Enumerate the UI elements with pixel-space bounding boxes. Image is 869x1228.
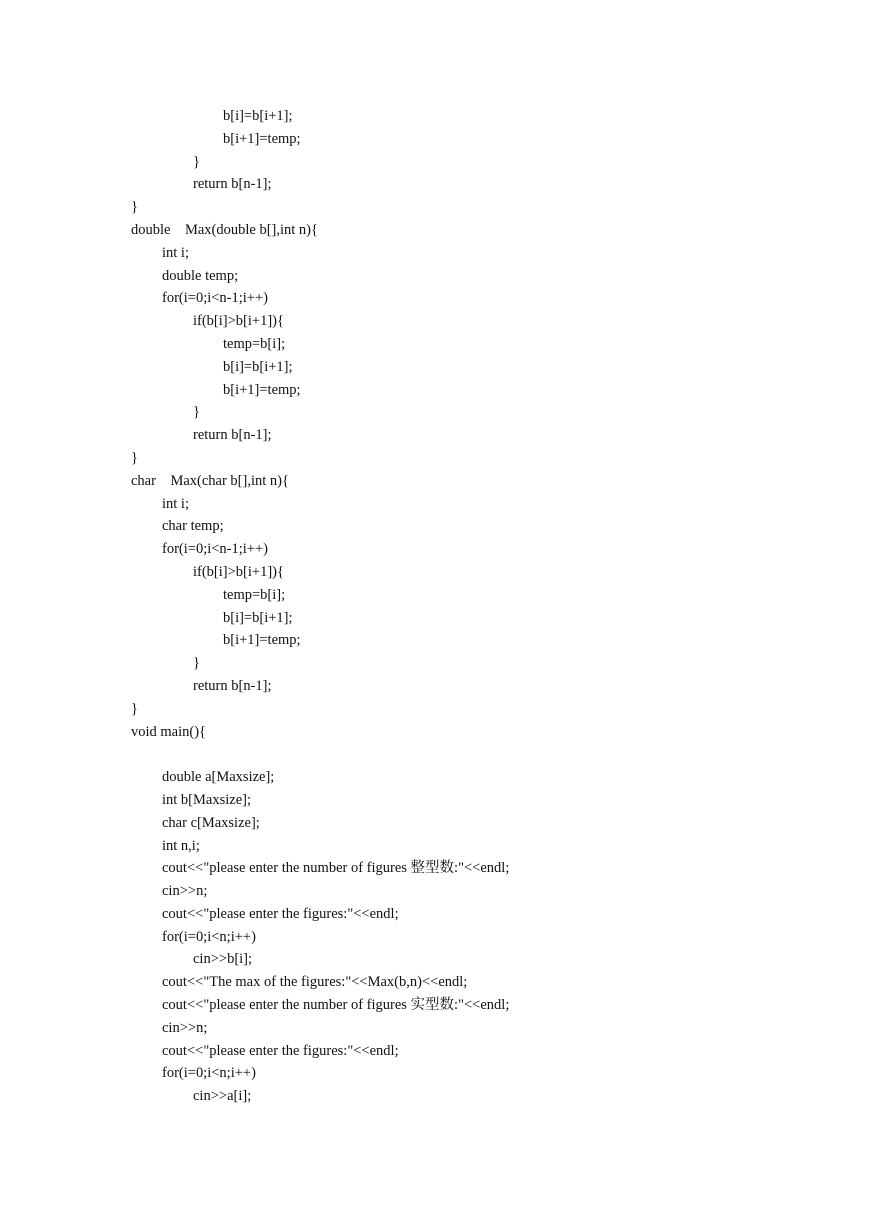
code-line: return b[n-1]; <box>193 427 272 444</box>
code-line <box>131 743 831 766</box>
code-line: int i; <box>162 244 189 261</box>
code-line: return b[n-1]; <box>193 677 272 694</box>
code-line: cin>>b[i]; <box>193 951 253 968</box>
code-line: for(i=0;i<n;i++) <box>162 928 256 945</box>
code-line: int n,i; <box>162 837 200 854</box>
code-line: void main(){ <box>131 723 207 740</box>
code-line: double temp; <box>162 267 239 284</box>
code-line: } <box>131 700 138 717</box>
code-line: double Max(double b[],int n){ <box>131 221 318 238</box>
code-line: } <box>193 655 200 672</box>
code-line: cout<<"please enter the number of figures 整型数:"<<endl; <box>162 860 510 877</box>
code-line: cin>>a[i]; <box>193 1088 252 1105</box>
code-line: char Max(char b[],int n){ <box>131 472 289 489</box>
code-line: } <box>131 449 138 466</box>
code-line: cin>>n; <box>162 883 208 900</box>
code-line: b[i]=b[i+1]; <box>223 108 293 124</box>
code-line: int b[Maxsize]; <box>162 791 251 808</box>
code-line: char c[Maxsize]; <box>162 814 260 831</box>
code-line: cout<<"please enter the number of figures 实型数:"<<endl; <box>162 997 510 1014</box>
code-line: for(i=0;i<n-1;i++) <box>162 290 268 307</box>
code-line: cin>>n; <box>162 1019 208 1036</box>
code-line: double a[Maxsize]; <box>162 769 275 786</box>
code-line: for(i=0;i<n-1;i++) <box>162 541 268 558</box>
code-line: return b[n-1]; <box>193 176 272 193</box>
code-line: cout<<"The max of the figures:"<<Max(b,n)<<endl; <box>162 974 468 991</box>
code-line: } <box>193 153 200 170</box>
code-line: } <box>131 199 138 216</box>
code-line: if(b[i]>b[i+1]){ <box>193 313 284 330</box>
code-line: b[i]=b[i+1]; <box>223 358 293 375</box>
code-line: b[i+1]=temp; <box>223 632 301 649</box>
code-line: b[i+1]=temp; <box>223 130 301 147</box>
code-line: int i; <box>162 495 189 512</box>
code-line: for(i=0;i<n;i++) <box>162 1065 256 1082</box>
code-line: char temp; <box>162 518 224 535</box>
code-line: temp=b[i]; <box>223 586 286 603</box>
code-line: cout<<"please enter the figures:"<<endl; <box>162 905 399 922</box>
code-line: b[i+1]=temp; <box>223 381 301 398</box>
code-listing <box>131 105 831 1108</box>
code-line: temp=b[i]; <box>223 335 286 352</box>
code-line: cout<<"please enter the figures:"<<endl; <box>162 1042 399 1059</box>
code-line: } <box>193 404 200 421</box>
code-line: if(b[i]>b[i+1]){ <box>193 563 284 580</box>
code-line: b[i]=b[i+1]; <box>223 609 293 626</box>
